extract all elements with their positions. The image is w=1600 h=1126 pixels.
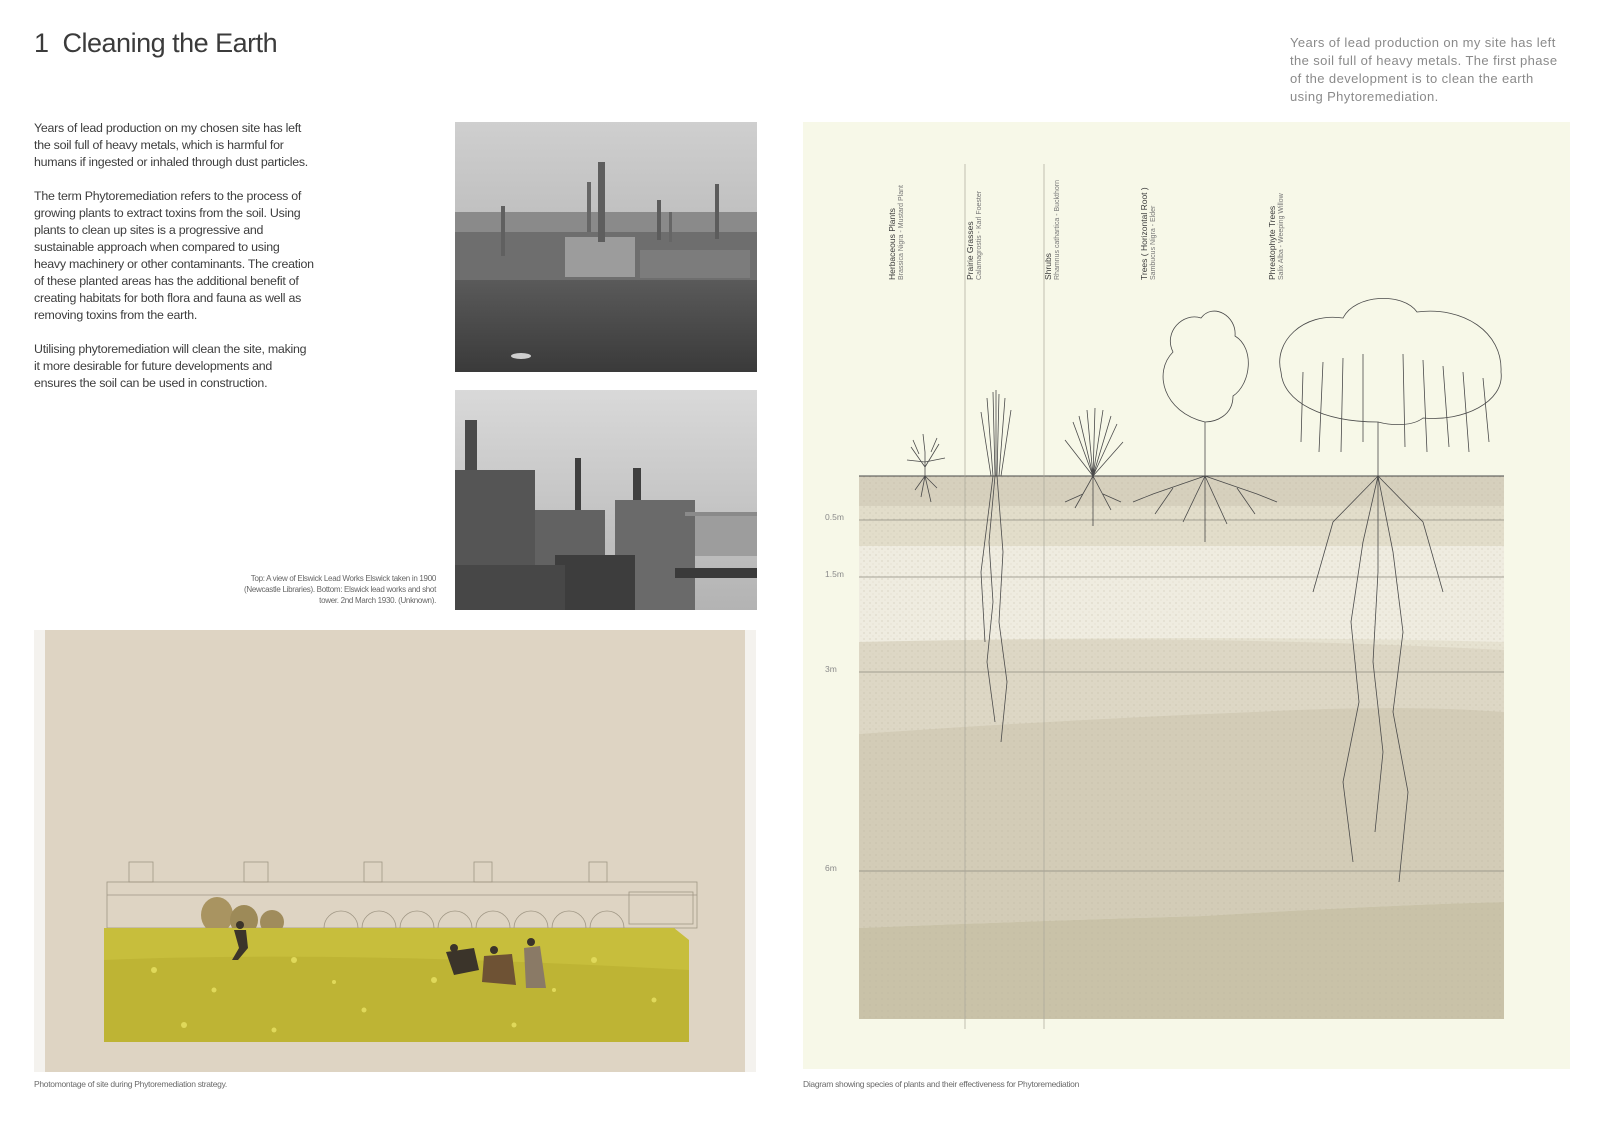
paragraph-2: The term Phytoremediation refers to the process of growing plants to extract toxins from the soil. Using plants to clean up sites is a progressive and sustainable approach when compared to using heavy machinery or other contaminants. The creation of these planted areas has the additional benefit of creating habitats for both flora and fauna as well as removing toxins from the earth. xyxy=(34,189,314,322)
photomontage xyxy=(34,630,756,1072)
species-latin: Calamagrostis - Karl Foester xyxy=(976,190,983,280)
depth-label: 0.5m xyxy=(825,512,844,522)
species-label-trees xyxy=(1139,170,1173,280)
depth-label: 6m xyxy=(825,863,837,873)
diagram-caption: Diagram showing species of plants and their effectiveness for Phytoremediation xyxy=(803,1079,1079,1089)
section-number: 1 xyxy=(34,28,49,58)
species-label-grasses xyxy=(965,170,999,280)
species-label-herbaceous xyxy=(887,170,921,280)
species-name: Trees ( Horizontal Root ) xyxy=(1139,187,1149,280)
phytoremediation-diagram xyxy=(803,122,1570,1069)
page-title xyxy=(34,28,277,59)
paragraph-3: Utilising phytoremediation will clean the site, making it more desirable for future developments and ensures the soil can be used in construction. xyxy=(34,342,307,390)
montage-caption: Photomontage of site during Phytoremediation strategy. xyxy=(34,1079,227,1089)
photo-caption: Top: A view of Elswick Lead Works Elswick taken in 1900 (Newcastle Libraries). Bottom: Elswick lead works and shot tower. 2nd March 1930. (Unknown). xyxy=(243,574,436,605)
species-name: Shrubs xyxy=(1043,253,1053,280)
paragraph-1: Years of lead production on my chosen site has left the soil full of heavy metals, which is harmful for humans if ingested or inhaled through dust particles. xyxy=(34,121,308,169)
species-label-shrubs xyxy=(1043,170,1077,280)
species-latin: Brassica Nigra - Mustard Plant xyxy=(898,185,905,280)
body-text xyxy=(34,120,314,409)
species-latin: Sambucus Nigra - Elder xyxy=(1150,205,1157,280)
depth-label: 1.5m xyxy=(825,569,844,579)
species-label-phreatophyte xyxy=(1267,170,1301,280)
historic-photo-top xyxy=(455,122,757,372)
section-title: Cleaning the Earth xyxy=(62,28,278,58)
species-latin: Salix Alba - Weeping Willow xyxy=(1278,193,1285,280)
species-name: Herbaceous Plants xyxy=(887,208,897,280)
historic-photo-bottom xyxy=(455,390,757,610)
species-name: Prairie Grasses xyxy=(965,221,975,280)
species-name: Phreatophyte Trees xyxy=(1267,205,1277,280)
intro-text: Years of lead production on my site has left the soil full of heavy metals. The first phase of the development is to clean the earth using Phytoremediation. xyxy=(1290,35,1558,104)
depth-label: 3m xyxy=(825,664,837,674)
species-latin: Rhamnus cathartica - Buckthorn xyxy=(1054,180,1061,280)
